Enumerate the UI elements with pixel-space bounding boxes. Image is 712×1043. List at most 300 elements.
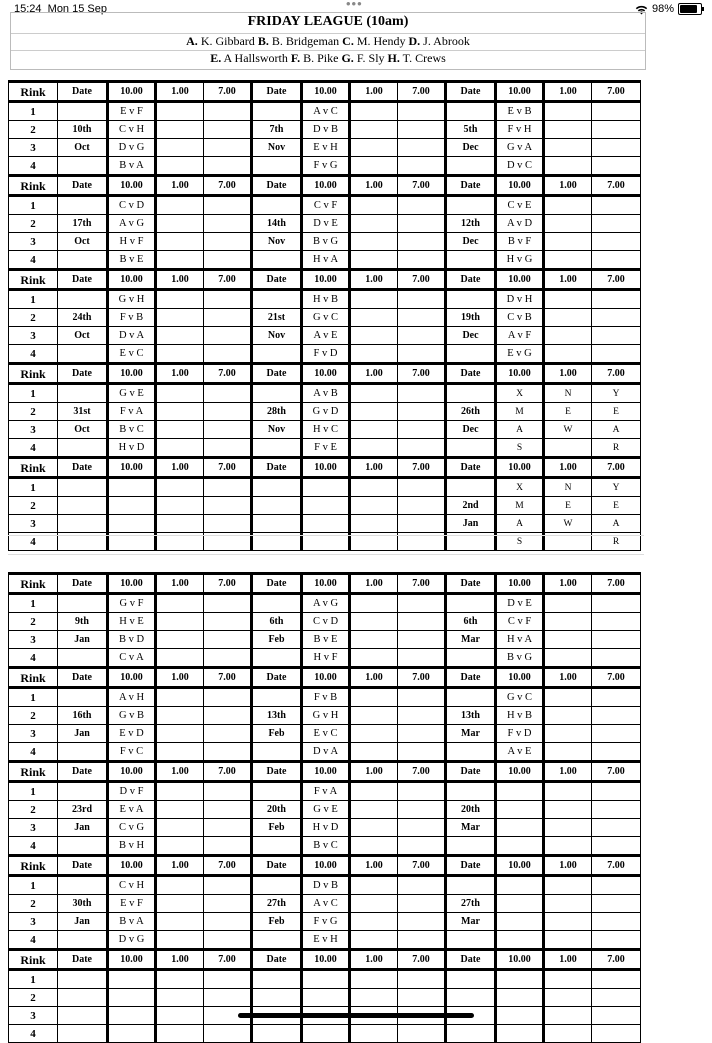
session-cell[interactable]: [350, 345, 398, 364]
fixture-cell[interactable]: [302, 515, 350, 533]
fixture-cell[interactable]: F v D: [302, 345, 350, 364]
fixture-cell[interactable]: [108, 497, 156, 515]
session-cell[interactable]: [204, 801, 252, 819]
session-cell[interactable]: [204, 743, 252, 762]
session-cell[interactable]: [204, 837, 252, 856]
session-cell[interactable]: [398, 876, 446, 895]
session-cell[interactable]: [204, 989, 252, 1007]
session-cell[interactable]: [204, 251, 252, 270]
fixture-cell[interactable]: B v C: [302, 837, 350, 856]
fixture-cell[interactable]: [302, 989, 350, 1007]
session-cell[interactable]: [350, 895, 398, 913]
session-cell[interactable]: [350, 233, 398, 251]
session-cell[interactable]: [156, 139, 204, 157]
fixture-cell[interactable]: [496, 801, 544, 819]
session-cell[interactable]: [398, 345, 446, 364]
fixture-cell[interactable]: F v B: [302, 688, 350, 707]
session-cell[interactable]: [544, 876, 592, 895]
fixture-cell[interactable]: E v D: [108, 725, 156, 743]
fixture-cell[interactable]: [108, 515, 156, 533]
fixture-cell[interactable]: D v G: [108, 139, 156, 157]
session-cell[interactable]: E: [544, 403, 592, 421]
session-cell[interactable]: [156, 439, 204, 458]
session-cell[interactable]: [592, 251, 641, 270]
session-cell[interactable]: [204, 931, 252, 950]
fixture-cell[interactable]: A v C: [302, 102, 350, 121]
fixture-cell[interactable]: H v D: [108, 439, 156, 458]
session-cell[interactable]: [350, 782, 398, 801]
fixture-cell[interactable]: [108, 1007, 156, 1025]
session-cell[interactable]: [398, 837, 446, 856]
session-cell[interactable]: [156, 989, 204, 1007]
session-cell[interactable]: [544, 196, 592, 215]
fixture-cell[interactable]: C v G: [108, 819, 156, 837]
session-cell[interactable]: [398, 196, 446, 215]
session-cell[interactable]: [592, 989, 641, 1007]
fixture-cell[interactable]: X: [496, 384, 544, 403]
session-cell[interactable]: [350, 403, 398, 421]
fixture-cell[interactable]: B v H: [108, 837, 156, 856]
session-cell[interactable]: [592, 743, 641, 762]
session-cell[interactable]: [204, 439, 252, 458]
fixture-cell[interactable]: B v G: [496, 649, 544, 668]
fixture-cell[interactable]: B v E: [108, 251, 156, 270]
fixture-cell[interactable]: E v C: [108, 345, 156, 364]
session-cell[interactable]: [204, 478, 252, 497]
fixture-cell[interactable]: H v F: [108, 233, 156, 251]
session-cell[interactable]: [398, 309, 446, 327]
session-cell[interactable]: [350, 725, 398, 743]
session-cell[interactable]: [592, 837, 641, 856]
session-cell[interactable]: [592, 1025, 641, 1043]
session-cell[interactable]: [156, 421, 204, 439]
session-cell[interactable]: [544, 139, 592, 157]
session-cell[interactable]: [544, 327, 592, 345]
session-cell[interactable]: Y: [592, 478, 641, 497]
session-cell[interactable]: [204, 515, 252, 533]
fixture-cell[interactable]: C v F: [496, 613, 544, 631]
fixture-cell[interactable]: G v F: [108, 594, 156, 613]
fixture-cell[interactable]: C v F: [302, 196, 350, 215]
fixture-cell[interactable]: [496, 837, 544, 856]
fixture-cell[interactable]: B v G: [302, 233, 350, 251]
session-cell[interactable]: [156, 725, 204, 743]
session-cell[interactable]: [156, 327, 204, 345]
fixture-cell[interactable]: [108, 1025, 156, 1043]
session-cell[interactable]: [544, 233, 592, 251]
session-cell[interactable]: N: [544, 478, 592, 497]
fixture-cell[interactable]: D v B: [302, 876, 350, 895]
session-cell[interactable]: A: [592, 421, 641, 439]
session-cell[interactable]: [350, 215, 398, 233]
session-cell[interactable]: [398, 233, 446, 251]
session-cell[interactable]: E: [544, 497, 592, 515]
session-cell[interactable]: [156, 403, 204, 421]
session-cell[interactable]: [350, 1025, 398, 1043]
session-cell[interactable]: A: [592, 515, 641, 533]
session-cell[interactable]: [398, 913, 446, 931]
session-cell[interactable]: [592, 931, 641, 950]
session-cell[interactable]: [592, 157, 641, 176]
fixture-cell[interactable]: B v A: [108, 157, 156, 176]
session-cell[interactable]: [544, 251, 592, 270]
session-cell[interactable]: [398, 649, 446, 668]
fixture-cell[interactable]: B v D: [108, 631, 156, 649]
session-cell[interactable]: [156, 782, 204, 801]
session-cell[interactable]: [204, 421, 252, 439]
fixture-cell[interactable]: X: [496, 478, 544, 497]
fixture-cell[interactable]: H v E: [108, 613, 156, 631]
session-cell[interactable]: [398, 1025, 446, 1043]
session-cell[interactable]: [156, 251, 204, 270]
session-cell[interactable]: [592, 196, 641, 215]
session-cell[interactable]: [398, 819, 446, 837]
session-cell[interactable]: [156, 837, 204, 856]
fixture-cell[interactable]: [108, 970, 156, 989]
session-cell[interactable]: [204, 782, 252, 801]
session-cell[interactable]: [350, 707, 398, 725]
session-cell[interactable]: [204, 913, 252, 931]
session-cell[interactable]: [204, 707, 252, 725]
fixture-cell[interactable]: D v C: [496, 157, 544, 176]
fixture-cell[interactable]: [302, 497, 350, 515]
fixture-cell[interactable]: A v F: [496, 327, 544, 345]
fixture-cell[interactable]: D v F: [108, 782, 156, 801]
fixture-cell[interactable]: B v C: [108, 421, 156, 439]
session-cell[interactable]: [592, 707, 641, 725]
session-cell[interactable]: [398, 743, 446, 762]
session-cell[interactable]: [204, 594, 252, 613]
session-cell[interactable]: [350, 837, 398, 856]
fixture-cell[interactable]: C v E: [496, 196, 544, 215]
session-cell[interactable]: [350, 970, 398, 989]
fixture-cell[interactable]: C v B: [496, 309, 544, 327]
session-cell[interactable]: [398, 515, 446, 533]
session-cell[interactable]: [398, 478, 446, 497]
session-cell[interactable]: [350, 743, 398, 762]
session-cell[interactable]: [544, 1025, 592, 1043]
fixture-cell[interactable]: E v B: [496, 102, 544, 121]
fixture-cell[interactable]: F v E: [302, 439, 350, 458]
session-cell[interactable]: [204, 139, 252, 157]
session-cell[interactable]: [204, 233, 252, 251]
session-cell[interactable]: [398, 989, 446, 1007]
session-cell[interactable]: [156, 688, 204, 707]
session-cell[interactable]: [204, 290, 252, 309]
fixture-cell[interactable]: H v D: [302, 819, 350, 837]
fixture-cell[interactable]: E v H: [302, 139, 350, 157]
session-cell[interactable]: [156, 631, 204, 649]
session-cell[interactable]: W: [544, 515, 592, 533]
session-cell[interactable]: [156, 1007, 204, 1025]
session-cell[interactable]: [398, 497, 446, 515]
session-cell[interactable]: [592, 139, 641, 157]
fixture-cell[interactable]: D v H: [496, 290, 544, 309]
session-cell[interactable]: [592, 102, 641, 121]
session-cell[interactable]: [204, 102, 252, 121]
session-cell[interactable]: [544, 309, 592, 327]
session-cell[interactable]: [156, 215, 204, 233]
session-cell[interactable]: [544, 121, 592, 139]
session-cell[interactable]: [350, 931, 398, 950]
fixture-cell[interactable]: [108, 478, 156, 497]
session-cell[interactable]: [544, 743, 592, 762]
fixture-cell[interactable]: F v G: [302, 157, 350, 176]
session-cell[interactable]: [350, 649, 398, 668]
session-cell[interactable]: [592, 688, 641, 707]
session-cell[interactable]: [592, 594, 641, 613]
session-cell[interactable]: [204, 384, 252, 403]
session-cell[interactable]: [350, 196, 398, 215]
session-cell[interactable]: E: [592, 403, 641, 421]
session-cell[interactable]: [204, 497, 252, 515]
session-cell[interactable]: [592, 215, 641, 233]
fixture-cell[interactable]: F v H: [496, 121, 544, 139]
session-cell[interactable]: [398, 384, 446, 403]
session-cell[interactable]: [204, 215, 252, 233]
session-cell[interactable]: [592, 819, 641, 837]
session-cell[interactable]: [398, 251, 446, 270]
fixture-cell[interactable]: H v C: [302, 421, 350, 439]
session-cell[interactable]: [204, 196, 252, 215]
session-cell[interactable]: [592, 613, 641, 631]
session-cell[interactable]: [204, 649, 252, 668]
session-cell[interactable]: [398, 895, 446, 913]
session-cell[interactable]: [398, 215, 446, 233]
fixture-cell[interactable]: E v A: [108, 801, 156, 819]
fixture-cell[interactable]: G v C: [302, 309, 350, 327]
fixture-cell[interactable]: G v A: [496, 139, 544, 157]
session-cell[interactable]: [156, 970, 204, 989]
session-cell[interactable]: [350, 989, 398, 1007]
session-cell[interactable]: [592, 309, 641, 327]
fixture-cell[interactable]: H v A: [496, 631, 544, 649]
session-cell[interactable]: [544, 688, 592, 707]
session-cell[interactable]: [156, 876, 204, 895]
fixture-cell[interactable]: [108, 989, 156, 1007]
fixture-cell[interactable]: F v D: [496, 725, 544, 743]
fixture-cell[interactable]: G v E: [302, 801, 350, 819]
session-cell[interactable]: [204, 895, 252, 913]
session-cell[interactable]: [204, 1025, 252, 1043]
session-cell[interactable]: [398, 157, 446, 176]
fixture-cell[interactable]: E v F: [108, 895, 156, 913]
session-cell[interactable]: [592, 895, 641, 913]
session-cell[interactable]: [398, 327, 446, 345]
fixture-cell[interactable]: G v B: [108, 707, 156, 725]
session-cell[interactable]: [544, 102, 592, 121]
fixture-cell[interactable]: E v C: [302, 725, 350, 743]
fixture-cell[interactable]: A v D: [496, 215, 544, 233]
session-cell[interactable]: [204, 403, 252, 421]
session-cell[interactable]: [592, 1007, 641, 1025]
session-cell[interactable]: [592, 345, 641, 364]
session-cell[interactable]: [592, 327, 641, 345]
session-cell[interactable]: [544, 819, 592, 837]
multitask-dots-icon[interactable]: •••: [346, 0, 363, 11]
session-cell[interactable]: [156, 613, 204, 631]
session-cell[interactable]: [544, 931, 592, 950]
session-cell[interactable]: [350, 688, 398, 707]
fixture-cell[interactable]: G v H: [108, 290, 156, 309]
session-cell[interactable]: [398, 121, 446, 139]
session-cell[interactable]: [398, 403, 446, 421]
fixture-cell[interactable]: [496, 782, 544, 801]
session-cell[interactable]: [156, 345, 204, 364]
fixture-cell[interactable]: C v A: [108, 649, 156, 668]
fixture-cell[interactable]: [496, 1025, 544, 1043]
fixture-cell[interactable]: A v G: [302, 594, 350, 613]
session-cell[interactable]: [592, 631, 641, 649]
session-cell[interactable]: [544, 157, 592, 176]
fixture-cell[interactable]: B v A: [108, 913, 156, 931]
session-cell[interactable]: [544, 970, 592, 989]
fixture-cell[interactable]: A v E: [496, 743, 544, 762]
fixture-cell[interactable]: D v B: [302, 121, 350, 139]
session-cell[interactable]: [398, 725, 446, 743]
session-cell[interactable]: [204, 876, 252, 895]
session-cell[interactable]: [544, 439, 592, 458]
session-cell[interactable]: [204, 613, 252, 631]
fixture-cell[interactable]: F v A: [302, 782, 350, 801]
session-cell[interactable]: [156, 515, 204, 533]
fixture-cell[interactable]: G v D: [302, 403, 350, 421]
session-cell[interactable]: [156, 895, 204, 913]
fixture-cell[interactable]: C v D: [302, 613, 350, 631]
session-cell[interactable]: W: [544, 421, 592, 439]
session-cell[interactable]: [204, 157, 252, 176]
session-cell[interactable]: [204, 970, 252, 989]
session-cell[interactable]: [398, 801, 446, 819]
session-cell[interactable]: [350, 290, 398, 309]
session-cell[interactable]: [398, 631, 446, 649]
session-cell[interactable]: [398, 613, 446, 631]
fixture-cell[interactable]: D v E: [496, 594, 544, 613]
session-cell[interactable]: [204, 309, 252, 327]
fixture-cell[interactable]: H v A: [302, 251, 350, 270]
session-cell[interactable]: [592, 649, 641, 668]
fixture-cell[interactable]: G v E: [108, 384, 156, 403]
session-cell[interactable]: E: [592, 497, 641, 515]
session-cell[interactable]: [544, 801, 592, 819]
session-cell[interactable]: [544, 707, 592, 725]
session-cell[interactable]: N: [544, 384, 592, 403]
session-cell[interactable]: [350, 421, 398, 439]
session-cell[interactable]: [544, 345, 592, 364]
fixture-cell[interactable]: A: [496, 421, 544, 439]
session-cell[interactable]: [544, 837, 592, 856]
session-cell[interactable]: [204, 631, 252, 649]
session-cell[interactable]: [350, 613, 398, 631]
home-indicator[interactable]: [238, 1013, 474, 1018]
session-cell[interactable]: [398, 970, 446, 989]
session-cell[interactable]: [592, 233, 641, 251]
fixture-cell[interactable]: E v G: [496, 345, 544, 364]
session-cell[interactable]: [156, 743, 204, 762]
fixture-cell[interactable]: F v C: [108, 743, 156, 762]
session-cell[interactable]: [156, 478, 204, 497]
fixture-cell[interactable]: H v B: [302, 290, 350, 309]
session-cell[interactable]: [156, 196, 204, 215]
session-cell[interactable]: [156, 290, 204, 309]
session-cell[interactable]: [544, 290, 592, 309]
fixture-cell[interactable]: E v F: [108, 102, 156, 121]
session-cell[interactable]: [204, 345, 252, 364]
session-cell[interactable]: [544, 913, 592, 931]
session-cell[interactable]: [592, 290, 641, 309]
fixture-cell[interactable]: C v H: [108, 121, 156, 139]
session-cell[interactable]: [350, 515, 398, 533]
session-cell[interactable]: R: [592, 439, 641, 458]
session-cell[interactable]: [156, 233, 204, 251]
session-cell[interactable]: [156, 157, 204, 176]
session-cell[interactable]: [204, 819, 252, 837]
session-cell[interactable]: [544, 649, 592, 668]
session-cell[interactable]: [156, 819, 204, 837]
session-cell[interactable]: [592, 876, 641, 895]
session-cell[interactable]: [350, 121, 398, 139]
session-cell[interactable]: [398, 931, 446, 950]
fixture-cell[interactable]: H v B: [496, 707, 544, 725]
session-cell[interactable]: [544, 1007, 592, 1025]
session-cell[interactable]: [350, 251, 398, 270]
session-cell[interactable]: [350, 819, 398, 837]
session-cell[interactable]: [350, 102, 398, 121]
session-cell[interactable]: [350, 913, 398, 931]
session-cell[interactable]: [204, 725, 252, 743]
session-cell[interactable]: [350, 157, 398, 176]
fixture-cell[interactable]: [496, 931, 544, 950]
session-cell[interactable]: [544, 725, 592, 743]
session-cell[interactable]: [544, 895, 592, 913]
fixture-cell[interactable]: A v H: [108, 688, 156, 707]
session-cell[interactable]: [398, 707, 446, 725]
fixture-cell[interactable]: [496, 1007, 544, 1025]
session-cell[interactable]: [156, 931, 204, 950]
fixture-cell[interactable]: [302, 1025, 350, 1043]
session-cell[interactable]: [156, 1025, 204, 1043]
session-cell[interactable]: [398, 688, 446, 707]
session-cell[interactable]: [156, 649, 204, 668]
session-cell[interactable]: [398, 102, 446, 121]
fixture-cell[interactable]: [496, 913, 544, 931]
session-cell[interactable]: [350, 327, 398, 345]
session-cell[interactable]: [592, 725, 641, 743]
fixture-cell[interactable]: F v A: [108, 403, 156, 421]
fixture-cell[interactable]: S: [496, 439, 544, 458]
session-cell[interactable]: [592, 970, 641, 989]
session-cell[interactable]: Y: [592, 384, 641, 403]
session-cell[interactable]: [156, 384, 204, 403]
session-cell[interactable]: [350, 876, 398, 895]
session-cell[interactable]: [398, 290, 446, 309]
fixture-cell[interactable]: F v G: [302, 913, 350, 931]
session-cell[interactable]: [592, 913, 641, 931]
session-cell[interactable]: [592, 782, 641, 801]
fixture-cell[interactable]: G v C: [496, 688, 544, 707]
session-cell[interactable]: [204, 327, 252, 345]
session-cell[interactable]: [204, 121, 252, 139]
fixture-cell[interactable]: [496, 989, 544, 1007]
fixture-cell[interactable]: A v B: [302, 384, 350, 403]
fixture-cell[interactable]: A v E: [302, 327, 350, 345]
session-cell[interactable]: [350, 139, 398, 157]
fixture-cell[interactable]: C v D: [108, 196, 156, 215]
session-cell[interactable]: [398, 421, 446, 439]
fixture-cell[interactable]: M: [496, 403, 544, 421]
session-cell[interactable]: [350, 439, 398, 458]
fixture-cell[interactable]: G v H: [302, 707, 350, 725]
